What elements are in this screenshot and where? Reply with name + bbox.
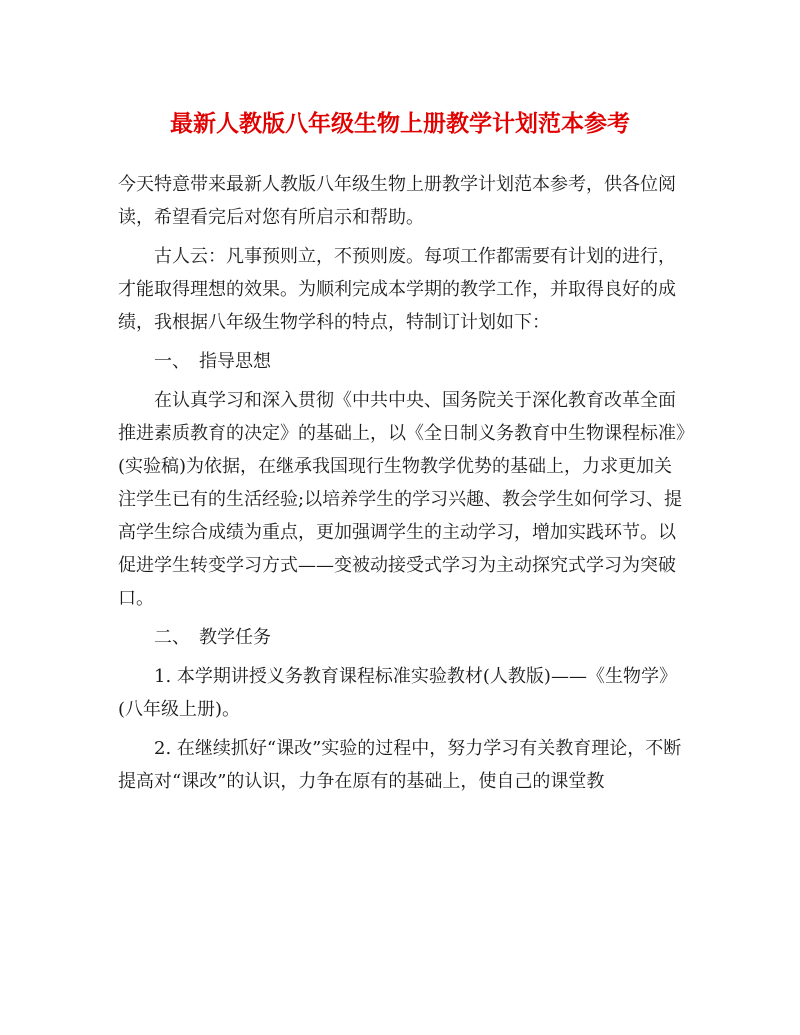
guiding-thought-paragraph: 在认真学习和深入贯彻《中共中央、国务院关于深化教育改革全面推进素质教育的决定》的基础上，以《全日制义务教育中生物课程标准》(实验稿)为依据，在继承我国现行生物教学优势的基础上，力求更加关注学生已有的生活经验;以培养学生的学习兴趣、教会学生如何学习、提高学生综合成绩为重点，更加强调学生的主动学习，增加实践环节。以促进学生转变学习方式——变被动接受式学习为主动探究式学习为突破口。	[118, 390, 685, 609]
preface-paragraph: 古人云：凡事预则立，不预则废。每项工作都需要有计划的进行，才能取得理想的效果。为顺利完成本学期的教学工作，并取得良好的成绩，我根据八年级生物学科的特点，特制订计划如下：	[118, 246, 676, 333]
section-heading-guiding-thought: 一、 指导思想	[154, 351, 271, 372]
document-title: 最新人教版八年级生物上册教学计划范本参考	[170, 111, 630, 137]
task-item-1: 1. 本学期讲授义务教育课程标准实验教材(人教版)——《生物学》(八年级上册)。	[118, 666, 677, 720]
task-item-2: 2. 在继续抓好“课改”实验的过程中，努力学习有关教育理论，不断提高对“课改”的认识，力争在原有的基础上，使自己的课堂教	[118, 738, 682, 792]
document-body	[118, 168, 686, 804]
section-heading-teaching-tasks: 二、 教学任务	[154, 627, 271, 648]
intro-paragraph: 今天特意带来最新人教版八年级生物上册教学计划范本参考，供各位阅读，希望看完后对您有所启示和帮助。	[118, 174, 676, 228]
